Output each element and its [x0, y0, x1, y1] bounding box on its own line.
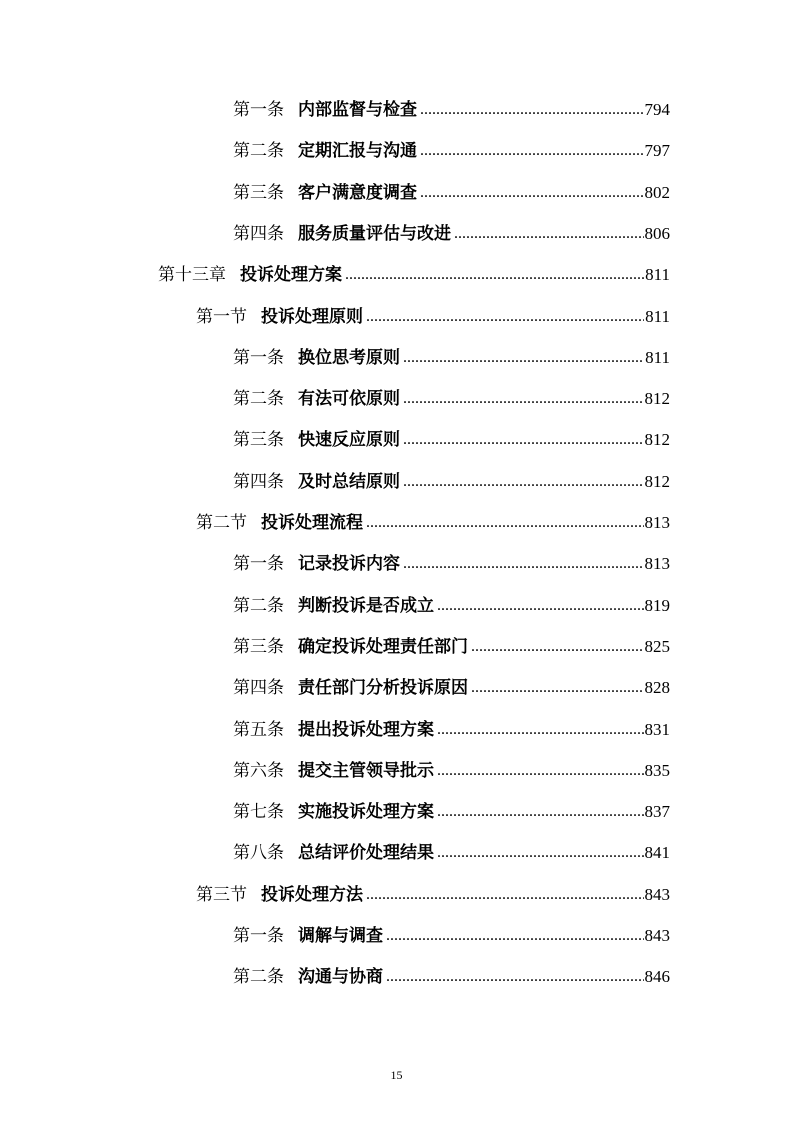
toc-entry-page-number: 813: [644, 554, 670, 574]
toc-entry-title: 投诉处理方法: [261, 884, 363, 905]
toc-entry-title: 有法可依原则: [298, 389, 400, 410]
dot-leader: [454, 214, 644, 254]
dot-leader: [437, 792, 644, 832]
toc-entry-page-number: 802: [644, 182, 670, 202]
dot-leader: [403, 462, 644, 502]
toc-entry-title: 及时总结原则: [298, 471, 400, 492]
toc-entry-label: 第四条: [233, 223, 284, 244]
toc-entry-label: 第一条: [233, 554, 284, 575]
dot-leader: [420, 131, 644, 171]
toc-section-entry[interactable]: [196, 297, 670, 337]
toc-entry[interactable]: [233, 462, 670, 502]
toc-entry-title: 调解与调查: [298, 926, 383, 946]
toc-entry-title: 投诉处理原则: [261, 306, 363, 327]
toc-entry-page-number: 813: [644, 513, 670, 532]
toc-entry-page-number: 843: [644, 884, 670, 904]
toc-entry-label: 第二条: [233, 389, 284, 410]
toc-entry-label: 第二条: [233, 595, 284, 616]
toc-entry[interactable]: [233, 90, 670, 130]
toc-section-entry[interactable]: [196, 503, 670, 543]
toc-entry-page-number: 797: [644, 141, 670, 161]
page-number-footer: 15: [390, 1068, 403, 1082]
toc-chapter-entry[interactable]: [158, 255, 670, 295]
toc-entry-title: 投诉处理方案: [240, 265, 342, 286]
toc-entry[interactable]: [233, 338, 670, 378]
toc-entry-title: 快速反应原则: [298, 430, 400, 451]
toc-entry-title: 责任部门分析投诉原因: [298, 678, 468, 699]
toc-entry-label: 第三条: [233, 430, 284, 451]
toc-entry-page-number: 819: [644, 595, 670, 615]
toc-entry-label: 第二条: [233, 967, 284, 988]
toc-entry-title: 客户满意度调查: [298, 182, 417, 203]
toc-entry-label: 第三条: [233, 636, 284, 657]
toc-entry[interactable]: [233, 833, 670, 873]
toc-entry-title: 实施投诉处理方案: [298, 802, 434, 823]
toc-entry[interactable]: [233, 173, 670, 213]
dot-leader: [437, 586, 644, 626]
toc-entry-title: 沟通与协商: [298, 967, 383, 988]
toc-entry-label: 第一条: [233, 347, 284, 368]
toc-entry-page-number: 811: [645, 306, 670, 326]
toc-entry-title: 确定投诉处理责任部门: [298, 636, 468, 657]
toc-entry-page-number: 812: [644, 430, 670, 450]
toc-entry-title: 投诉处理流程: [261, 513, 363, 533]
toc-entry-label: 第三条: [233, 182, 284, 203]
toc-entry-label: 第四条: [233, 678, 284, 699]
toc-entry[interactable]: [233, 916, 670, 956]
toc-entry-page-number: 835: [644, 760, 670, 780]
toc-entry-label: 第三节: [196, 884, 247, 905]
dot-leader: [471, 668, 644, 708]
dot-leader: [366, 875, 644, 915]
toc-entry-page-number: 831: [644, 719, 670, 739]
toc-entry-title: 提交主管领导批示: [298, 760, 434, 781]
dot-leader: [366, 297, 644, 337]
toc-entry-label: 第一节: [196, 306, 247, 327]
toc-entry-title: 记录投诉内容: [298, 554, 400, 575]
toc-entry-label: 第十三章: [158, 265, 226, 286]
toc-entry[interactable]: [233, 544, 670, 584]
toc-entry-label: 第一条: [233, 926, 284, 946]
toc-entry-page-number: 811: [645, 265, 670, 285]
toc-entry-label: 第二节: [196, 513, 247, 533]
toc-entry-page-number: 825: [644, 636, 670, 656]
toc-section-entry[interactable]: [196, 875, 670, 915]
toc-entry-title: 定期汇报与沟通: [298, 141, 417, 162]
dot-leader: [471, 627, 644, 667]
toc-entry[interactable]: [233, 131, 670, 171]
toc-entry[interactable]: [233, 710, 670, 750]
toc-entry[interactable]: [233, 627, 670, 667]
dot-leader: [403, 420, 644, 460]
toc-entry-page-number: 806: [644, 223, 670, 243]
toc-entry-title: 判断投诉是否成立: [298, 595, 434, 616]
dot-leader: [403, 338, 644, 378]
toc-entry-page-number: 812: [644, 389, 670, 409]
toc-entry-label: 第七条: [233, 802, 284, 823]
toc-entry-label: 第六条: [233, 760, 284, 781]
toc-entry-page-number: 841: [644, 843, 670, 863]
toc-entry-page-number: 811: [645, 347, 670, 367]
dot-leader: [403, 544, 644, 584]
toc-entry-page-number: 794: [644, 100, 670, 119]
dot-leader: [437, 710, 644, 750]
toc-entry[interactable]: [233, 420, 670, 460]
toc-entry-page-number: 846: [644, 967, 670, 987]
dot-leader: [403, 379, 644, 419]
toc-entry-title: 服务质量评估与改进: [298, 223, 451, 244]
toc-entry[interactable]: [233, 586, 670, 626]
toc-entry-label: 第五条: [233, 719, 284, 740]
toc-entry[interactable]: [233, 668, 670, 708]
toc-entry[interactable]: [233, 792, 670, 832]
dot-leader: [366, 503, 644, 543]
toc-entry-label: 第八条: [233, 843, 284, 864]
toc-entry-page-number: 843: [644, 926, 670, 945]
toc-entry-title: 提出投诉处理方案: [298, 719, 434, 740]
toc-entry-title: 内部监督与检查: [298, 100, 417, 120]
toc-entry-page-number: 828: [644, 678, 670, 698]
toc-entry-title: 总结评价处理结果: [298, 843, 434, 864]
dot-leader: [437, 833, 644, 873]
toc-entry[interactable]: [233, 751, 670, 791]
toc-entry-title: 换位思考原则: [298, 347, 400, 368]
toc-entry-page-number: 837: [644, 802, 670, 822]
toc-entry[interactable]: [233, 379, 670, 419]
toc-entry[interactable]: [233, 957, 670, 997]
toc-entry-label: 第二条: [233, 141, 284, 162]
toc-entry[interactable]: [233, 214, 670, 254]
toc-entry-page-number: 812: [644, 471, 670, 491]
dot-leader: [420, 90, 644, 130]
dot-leader: [437, 751, 644, 791]
dot-leader: [420, 173, 644, 213]
toc-entry-label: 第四条: [233, 471, 284, 492]
dot-leader: [386, 916, 644, 956]
dot-leader: [386, 957, 644, 997]
dot-leader: [345, 255, 644, 295]
toc-entry-label: 第一条: [233, 100, 284, 120]
